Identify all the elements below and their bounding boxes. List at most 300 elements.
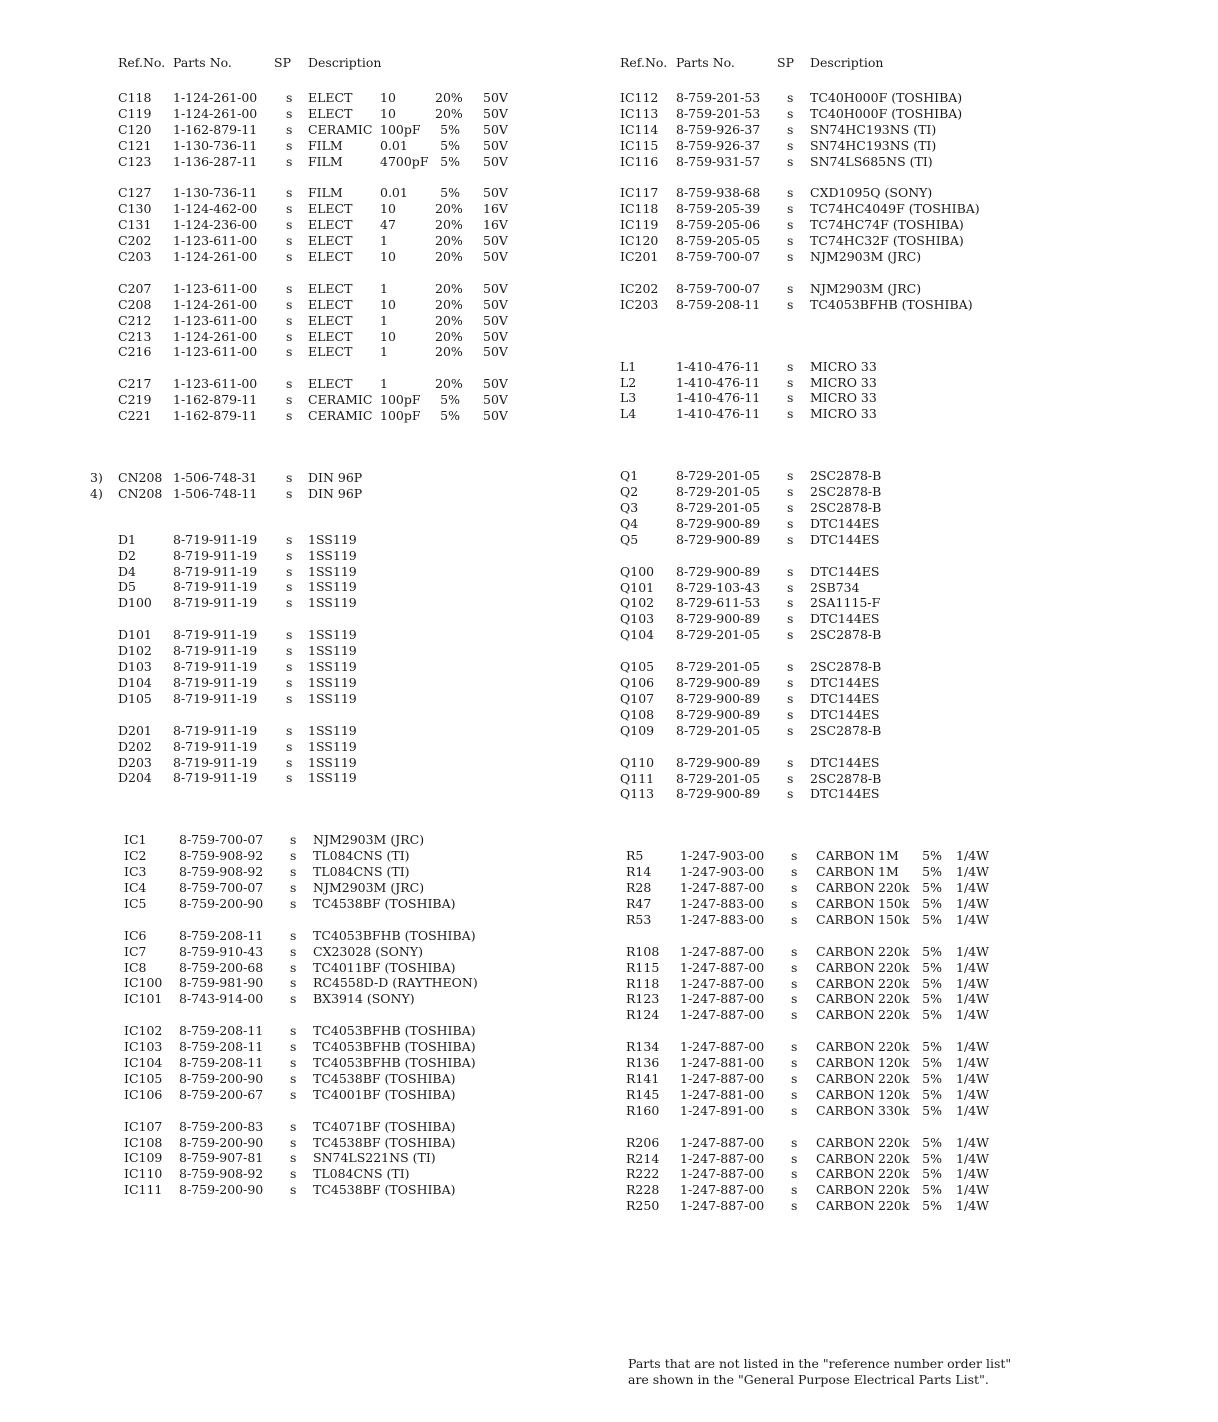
sp-flag: s xyxy=(791,1134,798,1150)
parts-no: 8-729-900-89 xyxy=(676,706,761,722)
ref-no: R228 xyxy=(626,1182,660,1198)
row-note: 4) xyxy=(90,485,103,501)
sp-flag: s xyxy=(286,90,293,105)
table-row xyxy=(90,864,610,880)
table-row xyxy=(618,627,1178,643)
table-row xyxy=(90,1119,610,1135)
ref-no: Q100 xyxy=(620,563,655,579)
parts-no: 8-759-926-37 xyxy=(676,121,761,137)
sp-flag: s xyxy=(791,1150,798,1166)
parts-no: 8-759-938-68 xyxy=(676,185,761,201)
table-row xyxy=(618,1103,1178,1119)
sp-flag: s xyxy=(791,959,798,975)
parts-no: 1-247-887-00 xyxy=(680,959,765,975)
tolerance: 5% xyxy=(440,121,460,137)
ref-no: D102 xyxy=(118,643,152,659)
value: 10 xyxy=(380,249,396,265)
tolerance: 20% xyxy=(435,280,463,296)
rating: 50V xyxy=(483,121,508,137)
table-row xyxy=(618,896,1178,912)
rating: 1/4W xyxy=(956,1150,989,1166)
description: TC4011BF (TOSHIBA) xyxy=(313,959,456,975)
parts-no: 8-759-910-43 xyxy=(179,943,264,959)
sp-flag: s xyxy=(290,959,297,975)
value: 47 xyxy=(380,217,396,233)
value: 1 xyxy=(380,344,388,360)
ref-no: C118 xyxy=(118,90,152,105)
sp-flag: s xyxy=(286,674,293,690)
rating: 1/4W xyxy=(956,975,989,991)
value: 220k xyxy=(878,1007,910,1023)
sp-flag: s xyxy=(290,848,297,864)
description: TC4071BF (TOSHIBA) xyxy=(313,1118,456,1134)
parts-no: 8-729-201-05 xyxy=(676,722,761,738)
sp-flag: s xyxy=(290,1023,297,1039)
parts-no: 8-729-611-53 xyxy=(676,595,761,611)
description: CARBON xyxy=(816,943,875,959)
description: MICRO 33 xyxy=(810,390,877,406)
rating: 1/4W xyxy=(956,1198,989,1214)
header-sp: SP xyxy=(274,55,291,70)
sp-flag: s xyxy=(290,1086,297,1102)
parts-no: 1-124-261-00 xyxy=(173,328,258,344)
ref-no: Q103 xyxy=(620,611,655,627)
tolerance: 20% xyxy=(435,296,463,312)
parts-no: 1-410-476-11 xyxy=(676,358,761,374)
table-row xyxy=(618,375,1178,391)
parts-no: 1-410-476-11 xyxy=(676,374,761,390)
table-row xyxy=(618,960,1178,976)
sp-flag: s xyxy=(286,328,293,344)
parts-no: 1-247-887-00 xyxy=(680,1198,765,1214)
sp-flag: s xyxy=(791,848,798,864)
rating: 50V xyxy=(483,90,508,105)
parts-no: 8-729-201-05 xyxy=(676,484,761,500)
ref-no: Q111 xyxy=(620,770,655,786)
table-row xyxy=(90,944,610,960)
table-row xyxy=(618,786,1178,802)
table-row xyxy=(90,595,610,611)
table-row xyxy=(90,928,610,944)
parts-no: 1-247-887-00 xyxy=(680,991,765,1007)
sp-flag: s xyxy=(787,579,794,595)
value: 150k xyxy=(878,911,910,927)
description: CERAMIC xyxy=(308,392,373,408)
sp-flag: s xyxy=(787,249,794,265)
value: 0.01 xyxy=(380,137,408,153)
value: 1 xyxy=(380,376,388,392)
sp-flag: s xyxy=(286,201,293,217)
rating: 50V xyxy=(483,249,508,265)
parts-no: 1-247-903-00 xyxy=(680,848,765,864)
sp-flag: s xyxy=(290,1070,297,1086)
rating: 1/4W xyxy=(956,1102,989,1118)
left-column-header xyxy=(90,55,610,73)
table-row xyxy=(618,233,1178,249)
rating: 1/4W xyxy=(956,1039,989,1055)
table-row xyxy=(90,1039,610,1055)
description: TC4053BFHB (TOSHIBA) xyxy=(313,1054,476,1070)
ref-no: Q2 xyxy=(620,484,639,500)
sp-flag: s xyxy=(791,1039,798,1055)
description: TC4538BF (TOSHIBA) xyxy=(313,1182,456,1198)
sp-flag: s xyxy=(787,627,794,643)
parts-no: 8-759-205-39 xyxy=(676,201,761,217)
table-row xyxy=(618,944,1178,960)
ref-no: R14 xyxy=(626,864,652,880)
ref-no: C121 xyxy=(118,137,152,153)
parts-no: 8-759-200-68 xyxy=(179,959,264,975)
value: 220k xyxy=(878,1182,910,1198)
description: TC4538BF (TOSHIBA) xyxy=(313,895,456,911)
description: 1SS119 xyxy=(308,690,357,706)
value: 220k xyxy=(878,959,910,975)
table-row xyxy=(618,912,1178,928)
description: ELECT xyxy=(308,201,353,217)
table-row xyxy=(618,595,1178,611)
table-row xyxy=(90,329,610,345)
description: 1SS119 xyxy=(308,595,357,611)
parts-no: 8-759-908-92 xyxy=(179,1166,264,1182)
parts-no: 8-719-911-19 xyxy=(173,770,258,786)
parts-no: 1-123-611-00 xyxy=(173,280,258,296)
parts-group xyxy=(618,281,1178,313)
parts-no: 1-247-881-00 xyxy=(680,1086,765,1102)
description: 1SS119 xyxy=(308,643,357,659)
sp-flag: s xyxy=(286,312,293,328)
description: TC4053BFHB (TOSHIBA) xyxy=(810,296,973,312)
parts-group xyxy=(618,468,1178,547)
parts-no: 8-759-908-92 xyxy=(179,864,264,880)
table-row xyxy=(618,723,1178,739)
table-row xyxy=(90,1023,610,1039)
parts-group xyxy=(90,723,610,787)
description: RC4558D-D (RAYTHEON) xyxy=(313,975,478,991)
table-row xyxy=(618,564,1178,580)
sp-flag: s xyxy=(791,943,798,959)
description: CARBON xyxy=(816,1166,875,1182)
value: 100pF xyxy=(380,121,421,137)
table-row xyxy=(90,1135,610,1151)
parts-no: 1-247-887-00 xyxy=(680,1039,765,1055)
description: DTC144ES xyxy=(810,690,880,706)
ref-no: IC104 xyxy=(124,1054,163,1070)
table-row xyxy=(90,532,610,548)
parts-group xyxy=(90,376,610,424)
ref-no: C119 xyxy=(118,105,152,121)
sp-flag: s xyxy=(787,468,794,484)
header-ref-no: Ref.No. xyxy=(118,55,166,70)
ref-no: Q3 xyxy=(620,500,639,516)
description: NJM2903M (JRC) xyxy=(810,249,922,265)
parts-no: 8-759-700-07 xyxy=(179,879,264,895)
sp-flag: s xyxy=(286,121,293,137)
sp-flag: s xyxy=(787,722,794,738)
table-row xyxy=(618,1135,1178,1151)
right-column-header xyxy=(618,55,1178,73)
description: 2SC2878-B xyxy=(810,770,882,786)
description: 1SS119 xyxy=(308,627,357,643)
parts-no: 1-162-879-11 xyxy=(173,408,258,424)
parts-no: 8-719-911-19 xyxy=(173,595,258,611)
ref-no: C130 xyxy=(118,201,152,217)
parts-no: 8-759-931-57 xyxy=(676,153,761,169)
parts-no: 8-729-900-89 xyxy=(676,611,761,627)
parts-no: 1-247-903-00 xyxy=(680,864,765,880)
table-row xyxy=(618,707,1178,723)
description: FILM xyxy=(308,153,343,169)
ref-no: IC8 xyxy=(124,959,147,975)
rating: 1/4W xyxy=(956,943,989,959)
parts-group xyxy=(90,90,610,169)
ref-no: L1 xyxy=(620,358,637,374)
table-row xyxy=(618,297,1178,313)
sp-flag: s xyxy=(787,201,794,217)
tolerance: 5% xyxy=(922,943,942,959)
sp-flag: s xyxy=(286,643,293,659)
parts-no: 8-759-908-92 xyxy=(179,848,264,864)
table-row xyxy=(618,1198,1178,1214)
tolerance: 5% xyxy=(922,1166,942,1182)
parts-no: 8-759-208-11 xyxy=(179,1054,264,1070)
table-row xyxy=(90,659,610,675)
tolerance: 5% xyxy=(922,911,942,927)
table-row xyxy=(618,90,1178,106)
table-row xyxy=(90,880,610,896)
ref-no: R123 xyxy=(626,991,660,1007)
description: 1SS119 xyxy=(308,579,357,595)
sp-flag: s xyxy=(290,832,297,848)
sp-flag: s xyxy=(787,233,794,249)
ref-no: R141 xyxy=(626,1070,660,1086)
parts-no: 1-410-476-11 xyxy=(676,390,761,406)
parts-no: 8-759-208-11 xyxy=(179,1039,264,1055)
parts-group xyxy=(90,627,610,706)
sp-flag: s xyxy=(791,1182,798,1198)
value: 10 xyxy=(380,296,396,312)
tolerance: 20% xyxy=(435,233,463,249)
parts-no: 8-759-200-67 xyxy=(179,1086,264,1102)
ref-no: R160 xyxy=(626,1102,660,1118)
description: ELECT xyxy=(308,280,353,296)
description: 2SB734 xyxy=(810,579,860,595)
tolerance: 5% xyxy=(922,991,942,1007)
parts-no: 8-719-911-19 xyxy=(173,643,258,659)
parts-no: 8-759-926-37 xyxy=(676,137,761,153)
ref-no: IC3 xyxy=(124,864,147,880)
table-row xyxy=(618,106,1178,122)
ref-no: D202 xyxy=(118,738,152,754)
description: NJM2903M (JRC) xyxy=(313,879,425,895)
ref-no: C120 xyxy=(118,121,152,137)
header-ref-no: Ref.No. xyxy=(620,55,668,70)
ref-no: C219 xyxy=(118,392,152,408)
table-row xyxy=(618,154,1178,170)
rating: 1/4W xyxy=(956,864,989,880)
value: 10 xyxy=(380,201,396,217)
table-row xyxy=(90,770,610,786)
ref-no: D100 xyxy=(118,595,152,611)
parts-group xyxy=(618,1039,1178,1118)
ref-no: Q5 xyxy=(620,531,639,547)
ref-no: IC114 xyxy=(620,121,659,137)
table-row xyxy=(90,1055,610,1071)
rating: 1/4W xyxy=(956,1134,989,1150)
tolerance: 20% xyxy=(435,201,463,217)
table-row xyxy=(618,217,1178,233)
sp-flag: s xyxy=(787,675,794,691)
table-row xyxy=(618,675,1178,691)
ref-no: C221 xyxy=(118,408,152,424)
ref-no: IC201 xyxy=(620,249,659,265)
rating: 1/4W xyxy=(956,1182,989,1198)
right-parts-column xyxy=(618,55,1178,1230)
rating: 1/4W xyxy=(956,895,989,911)
parts-no: 1-124-462-00 xyxy=(173,201,258,217)
parts-no: 8-759-981-90 xyxy=(179,975,264,991)
rating: 50V xyxy=(483,408,508,424)
ref-no: R53 xyxy=(626,911,652,927)
sp-flag: s xyxy=(791,991,798,1007)
parts-no: 1-247-887-00 xyxy=(680,1150,765,1166)
ref-no: IC101 xyxy=(124,991,163,1007)
rating: 16V xyxy=(483,217,508,233)
ref-no: IC108 xyxy=(124,1134,163,1150)
tolerance: 5% xyxy=(922,959,942,975)
rating: 1/4W xyxy=(956,1086,989,1102)
sp-flag: s xyxy=(787,611,794,627)
sp-flag: s xyxy=(290,1054,297,1070)
table-row xyxy=(618,1087,1178,1103)
description: 1SS119 xyxy=(308,659,357,675)
ref-no: IC119 xyxy=(620,217,659,233)
sp-flag: s xyxy=(787,90,794,105)
ref-no: Q109 xyxy=(620,722,655,738)
ref-no: IC4 xyxy=(124,879,147,895)
description: CARBON xyxy=(816,1039,875,1055)
tolerance: 5% xyxy=(922,1182,942,1198)
value: 220k xyxy=(878,880,910,896)
table-row xyxy=(618,611,1178,627)
value: 4700pF xyxy=(380,153,429,169)
tolerance: 20% xyxy=(435,90,463,105)
table-row xyxy=(618,390,1178,406)
sp-flag: s xyxy=(286,185,293,201)
description: CARBON xyxy=(816,1198,875,1214)
description: TC74HC32F (TOSHIBA) xyxy=(810,233,964,249)
value: 220k xyxy=(878,975,910,991)
table-row xyxy=(90,233,610,249)
rating: 1/4W xyxy=(956,911,989,927)
value: 120k xyxy=(878,1055,910,1071)
table-row xyxy=(618,1151,1178,1167)
table-row xyxy=(90,470,610,486)
parts-no: 1-247-883-00 xyxy=(680,895,765,911)
ref-no: R47 xyxy=(626,895,652,911)
parts-group xyxy=(618,1135,1178,1214)
table-row xyxy=(618,406,1178,422)
tolerance: 20% xyxy=(435,217,463,233)
parts-group xyxy=(618,564,1178,643)
parts-no: 1-130-736-11 xyxy=(173,185,258,201)
table-row xyxy=(90,691,610,707)
sp-flag: s xyxy=(787,515,794,531)
description: TC4053BFHB (TOSHIBA) xyxy=(313,927,476,943)
ref-no: IC118 xyxy=(620,201,659,217)
ref-no: D1 xyxy=(118,531,136,547)
parts-no: 1-506-748-11 xyxy=(173,485,258,501)
description: ELECT xyxy=(308,217,353,233)
ref-no: Q104 xyxy=(620,627,655,643)
ref-no: R108 xyxy=(626,943,660,959)
description: CARBON xyxy=(816,975,875,991)
description: ELECT xyxy=(308,249,353,265)
ref-no: C208 xyxy=(118,296,152,312)
sp-flag: s xyxy=(787,770,794,786)
description: DTC144ES xyxy=(810,675,880,691)
table-row xyxy=(618,122,1178,138)
sp-flag: s xyxy=(290,895,297,911)
parts-no: 8-759-200-90 xyxy=(179,1070,264,1086)
sp-flag: s xyxy=(791,975,798,991)
ref-no: D201 xyxy=(118,722,152,738)
parts-no: 1-247-891-00 xyxy=(680,1102,765,1118)
sp-flag: s xyxy=(787,185,794,201)
description: ELECT xyxy=(308,376,353,392)
parts-no: 8-719-911-19 xyxy=(173,627,258,643)
parts-no: 1-247-881-00 xyxy=(680,1055,765,1071)
tolerance: 5% xyxy=(922,1055,942,1071)
parts-no: 8-759-208-11 xyxy=(676,296,761,312)
rating: 1/4W xyxy=(956,880,989,896)
description: TC74HC4049F (TOSHIBA) xyxy=(810,201,980,217)
parts-no: 8-759-205-05 xyxy=(676,233,761,249)
sp-flag: s xyxy=(787,358,794,374)
description: 1SS119 xyxy=(308,674,357,690)
ref-no: IC100 xyxy=(124,975,163,991)
description: CARBON xyxy=(816,1134,875,1150)
parts-no: 8-729-900-89 xyxy=(676,563,761,579)
table-row xyxy=(618,1055,1178,1071)
table-row xyxy=(618,138,1178,154)
tolerance: 5% xyxy=(922,975,942,991)
table-row xyxy=(90,313,610,329)
parts-group xyxy=(618,755,1178,803)
ref-no: Q108 xyxy=(620,706,655,722)
description: CARBON xyxy=(816,1150,875,1166)
value: 1 xyxy=(380,312,388,328)
table-row xyxy=(618,880,1178,896)
ref-no: IC105 xyxy=(124,1070,163,1086)
table-row xyxy=(90,376,610,392)
sp-flag: s xyxy=(286,579,293,595)
parts-no: 8-759-208-11 xyxy=(179,1023,264,1039)
rating: 50V xyxy=(483,137,508,153)
tolerance: 5% xyxy=(922,1086,942,1102)
description: 1SS119 xyxy=(308,722,357,738)
description: ELECT xyxy=(308,233,353,249)
parts-no: 8-729-900-89 xyxy=(676,690,761,706)
table-row xyxy=(618,659,1178,675)
sp-flag: s xyxy=(286,233,293,249)
footnote-line: are shown in the "General Purpose Electrical Parts List". xyxy=(628,1372,989,1387)
sp-flag: s xyxy=(791,864,798,880)
sp-flag: s xyxy=(286,296,293,312)
rating: 50V xyxy=(483,296,508,312)
table-row xyxy=(90,297,610,313)
description: BX3914 (SONY) xyxy=(313,991,415,1007)
sp-flag: s xyxy=(791,911,798,927)
